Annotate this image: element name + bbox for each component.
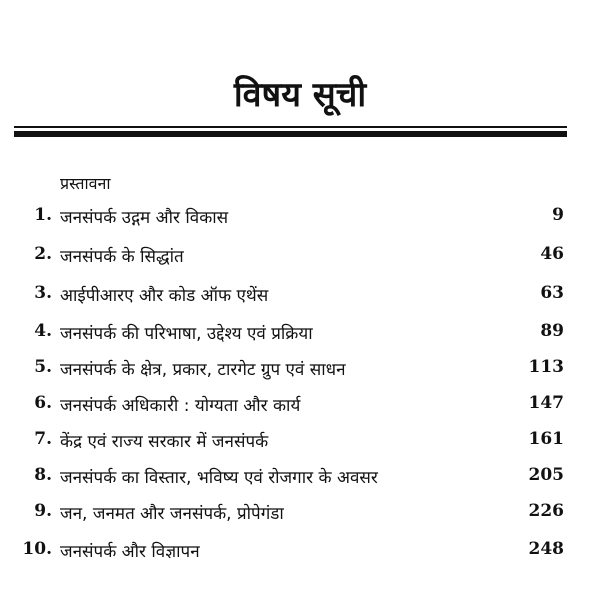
entry-title: जनसंपर्क और विज्ञापन [60, 542, 200, 562]
entry-page: 113 [528, 357, 564, 377]
toc-entry [0, 539, 600, 567]
entry-number: 9. [34, 501, 52, 521]
toc-entry [0, 283, 600, 311]
entry-title: जनसंपर्क अधिकारी : योग्यता और कार्य [60, 396, 301, 416]
toc-entry [0, 393, 600, 421]
entry-page: 46 [540, 244, 564, 264]
entry-number: 5. [34, 357, 52, 377]
page-title: विषय सूची [233, 75, 367, 115]
entry-title: जनसंपर्क उद्गम और विकास [60, 208, 229, 228]
title-divider-thin [14, 126, 567, 128]
entry-page: 63 [540, 283, 564, 303]
toc-entry [0, 321, 600, 349]
entry-number: 7. [34, 429, 52, 449]
toc-entry [0, 205, 600, 233]
entry-page: 226 [528, 501, 564, 521]
entry-title: जन, जनमत और जनसंपर्क, प्रोपेगंडा [60, 504, 284, 524]
entry-number: 6. [34, 393, 52, 413]
preface-entry: प्रस्तावना [60, 174, 111, 193]
toc-entry [0, 501, 600, 529]
toc-entry [0, 429, 600, 457]
entry-page: 147 [528, 393, 564, 413]
entry-title: जनसंपर्क के क्षेत्र, प्रकार, टारगेट ग्रुप एवं साधन [60, 360, 346, 380]
entry-page: 9 [552, 205, 564, 225]
toc-entry [0, 244, 600, 272]
entry-number: 1. [34, 205, 52, 225]
entry-title: केंद्र एवं राज्य सरकार में जनसंपर्क [60, 432, 269, 452]
entry-page: 89 [540, 321, 564, 341]
entry-page: 161 [528, 429, 564, 449]
toc-entry [0, 357, 600, 385]
entry-page: 248 [528, 539, 564, 559]
entry-number: 3. [34, 283, 52, 303]
title-divider-thick [14, 131, 567, 137]
toc-entry [0, 465, 600, 493]
entry-title: आईपीआरए और कोड ऑफ एथेंस [60, 286, 269, 306]
entry-number: 10. [22, 539, 52, 559]
entry-page: 205 [528, 465, 564, 485]
entry-number: 2. [34, 244, 52, 264]
entry-title: जनसंपर्क का विस्तार, भविष्य एवं रोजगार के अवसर [60, 468, 378, 488]
entry-title: जनसंपर्क की परिभाषा, उद्देश्य एवं प्रक्रिया [60, 324, 313, 344]
entry-title: जनसंपर्क के सिद्धांत [60, 247, 184, 267]
entry-number: 4. [34, 321, 52, 341]
entry-number: 8. [34, 465, 52, 485]
